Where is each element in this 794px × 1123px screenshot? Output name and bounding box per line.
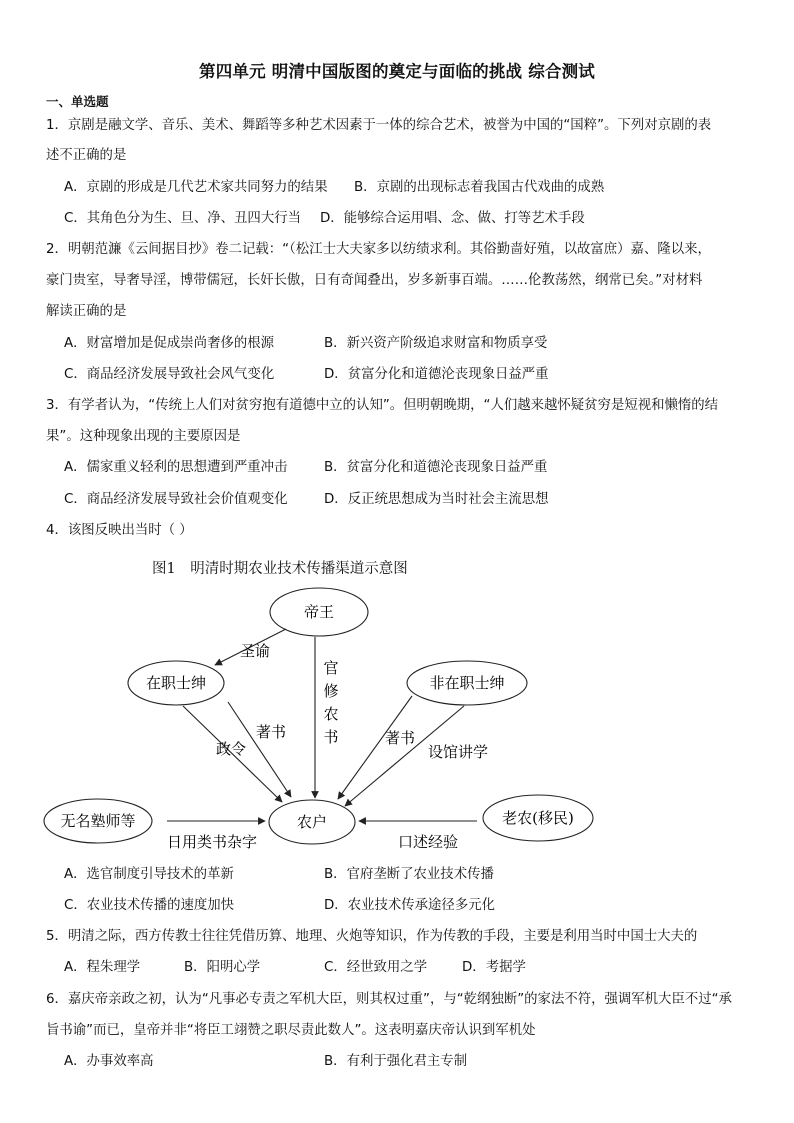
channel-diagram — [40, 585, 600, 855]
q5-stem: 5．明清之际，西方传教士往往凭借历算、地理、火炮等知识，作为传教的手段，主要是利用当时中国士大夫的 — [46, 929, 698, 944]
q5-option-d: D．考据学 — [462, 960, 526, 975]
edge-label-decree: 政令 — [215, 740, 247, 758]
q2-option-d: D．贫富分化和道德沦丧现象日益严重 — [324, 367, 549, 382]
q4-option-d: D．农业技术传承途径多元化 — [324, 898, 495, 913]
edge-label-writing-1: 著书 — [255, 723, 287, 741]
q2-stem-line-3: 解读正确的是 — [46, 304, 127, 319]
q6-stem-line-2: 旨书谕”而已，皇帝并非“将臣工翊赞之职尽责此数人”。这表明嘉庆帝认识到军机处 — [46, 1023, 536, 1038]
edge-label-daily-books: 日用类书杂字 — [166, 833, 258, 851]
q4-option-c: C．农业技术传播的速度加快 — [64, 898, 235, 913]
q1-option-d: D．能够综合运用唱、念、做、打等艺术手段 — [320, 211, 585, 226]
edge-nonofficial-writing — [338, 696, 412, 799]
edge-label-oral: 口述经验 — [397, 833, 459, 851]
q3-stem-line-2: 果”。这种现象出现的主要原因是 — [46, 429, 241, 444]
node-farmers-label: 农户 — [296, 813, 328, 831]
q3-option-c: C．商品经济发展导致社会价值观变化 — [64, 492, 288, 507]
edge-label-writing-2: 著书 — [384, 729, 416, 747]
q3-stem-line-1: 3．有学者认为，“传统上人们对贫穷抱有道德中立的认知”。但明朝晚期，“人们越来越怀疑贫穷是短视和懒惰的结 — [46, 398, 719, 413]
q2-option-b: B．新兴资产阶级追求财富和物质享受 — [324, 336, 548, 351]
q2-stem-line-2: 豪门贵室，导奢导淫，博带儒冠，长奸长傲，日有奇闻叠出，岁多新事百端。……伦教荡然，纲常已矣。”对材料 — [46, 273, 703, 288]
q1-stem-line-2: 述不正确的是 — [46, 148, 127, 163]
q5-option-c: C．经世致用之学 — [324, 960, 428, 975]
q1-option-a: A．京剧的形成是几代艺术家共同努力的结果 — [64, 180, 328, 195]
page-title: 第四单元 明清中国版图的奠定与面临的挑战 综合测试 — [199, 62, 595, 81]
q4-option-a: A．选官制度引导技术的革新 — [64, 867, 234, 882]
edge-label-edict: 圣谕 — [239, 642, 271, 660]
edge-label-official-book-3: 农 — [323, 705, 339, 723]
q2-option-c: C．商品经济发展导致社会风气变化 — [64, 367, 275, 382]
q1-option-b: B．京剧的出现标志着我国古代戏曲的成熟 — [354, 180, 605, 195]
section-heading: 一、单选题 — [46, 94, 109, 109]
q3-option-d: D．反正统思想成为当时社会主流思想 — [324, 492, 549, 507]
q6-option-a: A．办事效率高 — [64, 1054, 154, 1069]
figure-caption: 图1 明清时期农业技术传播渠道示意图 — [152, 561, 408, 577]
q6-stem-line-1: 6．嘉庆帝亲政之初，认为“凡事必专责之军机大臣，则其权过重”，与“乾纲独断”的家法不符，强调军机大臣不过“承 — [46, 992, 732, 1007]
q2-stem-line-1: 2．明朝范濂《云间据目抄》卷二记载：“（松江士大夫家多以纺绩求利。其俗勤啬好殖，以故富庶）嘉、隆以来， — [46, 242, 711, 257]
q4-stem: 4．该图反映出当时（ ） — [46, 523, 193, 538]
node-emperor-label: 帝王 — [303, 603, 335, 621]
node-teachers-label: 无名塾师等 — [60, 812, 136, 830]
node-nonofficial-gentry-label: 非在职士绅 — [429, 674, 505, 692]
node-official-gentry-label: 在职士绅 — [145, 674, 207, 692]
q1-option-c: C．其角色分为生、旦、净、丑四大行当 — [64, 211, 301, 226]
edge-label-official-book-1: 官 — [323, 659, 339, 677]
edge-label-lecture: 设馆讲学 — [427, 743, 489, 761]
edge-label-official-book-2: 修 — [323, 682, 339, 700]
q2-option-a: A．财富增加是促成崇尚奢侈的根源 — [64, 336, 275, 351]
q3-option-a: A．儒家重义轻利的思想遭到严重冲击 — [64, 460, 288, 475]
q1-stem-line-1: 1．京剧是融文学、音乐、美术、舞蹈等多种艺术因素于一体的综合艺术，被誉为中国的“国粹”。下列对京剧的表 — [46, 118, 712, 133]
q3-option-b: B．贫富分化和道德沦丧现象日益严重 — [324, 460, 548, 475]
q5-option-b: B．阳明心学 — [184, 960, 261, 975]
q6-option-b: B．有利于强化君主专制 — [324, 1054, 468, 1069]
q5-option-a: A．程朱理学 — [64, 960, 141, 975]
q4-option-b: B．官府垄断了农业技术传播 — [324, 867, 494, 882]
edge-label-official-book-4: 书 — [323, 728, 339, 746]
node-old-farmers-label: 老农(移民) — [502, 809, 574, 827]
